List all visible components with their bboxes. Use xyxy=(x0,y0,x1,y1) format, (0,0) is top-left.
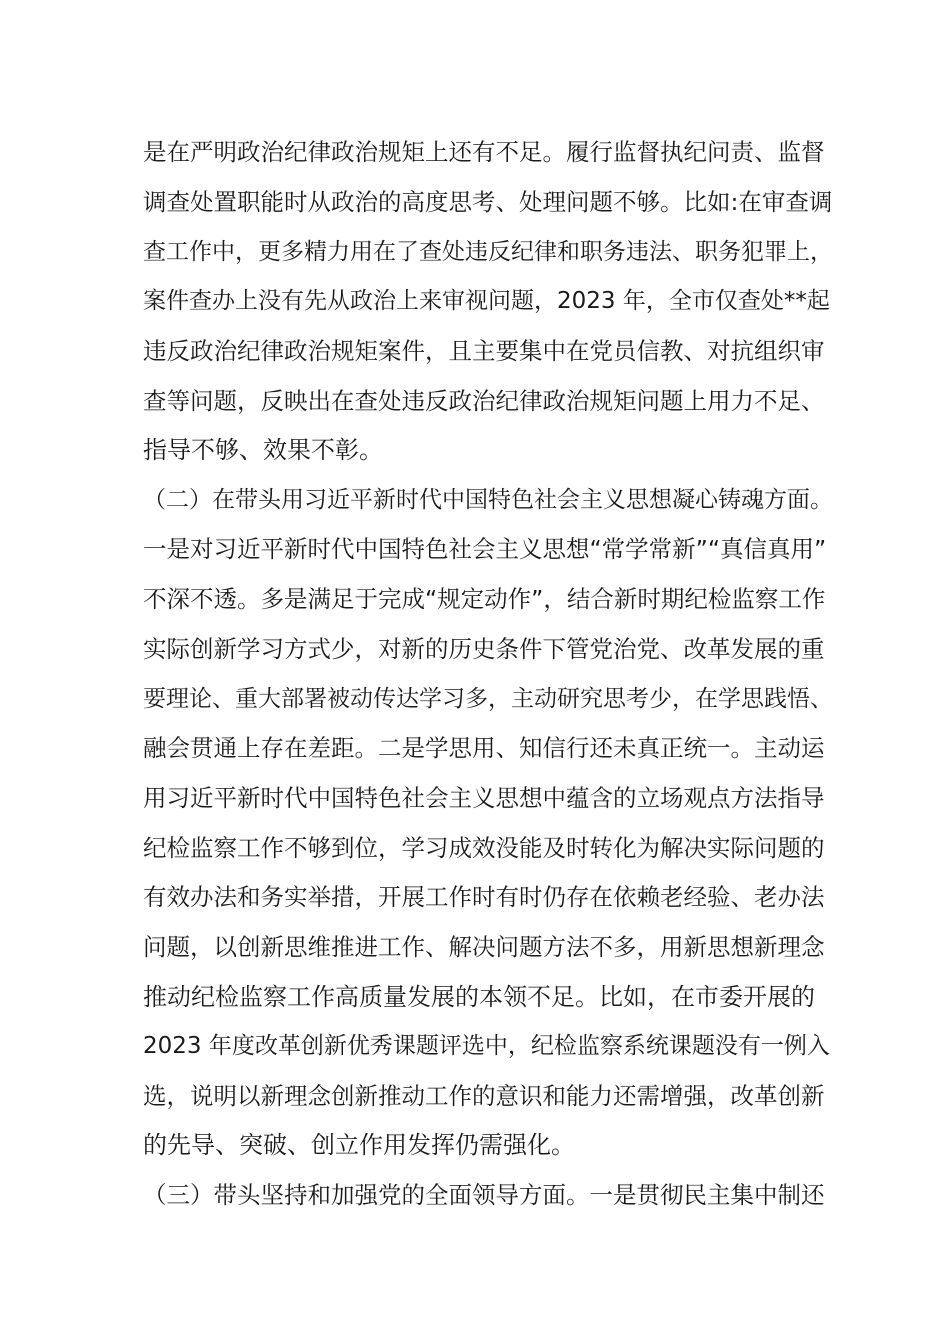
text-line: 推动纪检监察工作高质量发展的本领不足。比如，在市委开展的 xyxy=(143,983,815,1011)
text-line: 案件查办上没有先从政治上来审视问题，2023 年，全市仅查处**起 xyxy=(143,288,830,314)
text-line: 用习近平新时代中国特色社会主义思想中蕴含的立场观点方法指导 xyxy=(143,784,825,812)
text-line: 纪检监察工作不够到位，学习成效没能及时转化为解决实际问题的 xyxy=(143,834,825,862)
text-line: 2023 年度改革创新优秀课题评选中，纪检监察系统课题没有一例入 xyxy=(143,1033,830,1059)
text-line: 实际创新学习方式少，对新的历史条件下管党治党、改革发展的重 xyxy=(143,635,825,663)
text-line: 融会贯通上存在差距。二是学思用、知信行还未真正统一。主动运 xyxy=(143,734,825,762)
text-line: 查工作中，更多精力用在了查处违反纪律和职务违法、职务犯罪上， xyxy=(143,239,833,265)
text-line: 选，说明以新理念创新推动工作的意识和能力还需增强，改革创新 xyxy=(143,1082,825,1110)
text-line: 的先导、突破、创立作用发挥仍需强化。 xyxy=(143,1131,575,1159)
text-line: 不深不透。多是满足于完成“规定动作”，结合新时期纪检监察工作 xyxy=(143,585,826,613)
section-heading: （三）带头坚持和加强党的全面领导方面。一是贯彻民主集中制还 xyxy=(143,1181,825,1209)
text-line: 查等问题，反映出在查处违反政治纪律政治规矩问题上用力不足、 xyxy=(143,387,825,415)
text-line: 有效办法和务实举措，开展工作时有时仍存在依赖老经验、老办法 xyxy=(143,883,825,911)
text-line: 是在严明政治纪律政治规矩上还有不足。履行监督执纪问责、监督 xyxy=(143,138,825,166)
text-line: 违反政治纪律政治规矩案件，且主要集中在党员信教、对抗组织审 xyxy=(143,337,825,365)
text-line: 问题，以创新思维推进工作、解决问题方法不多，用新思想新理念 xyxy=(143,933,825,961)
text-line: 一是对习近平新时代中国特色社会主义思想“常学常新”“真信真用” xyxy=(143,535,827,563)
section-heading: （二）在带头用习近平新时代中国特色社会主义思想凝心铸魂方面。 xyxy=(143,487,833,513)
text-line: 指导不够、效果不彰。 xyxy=(143,436,383,464)
text-line: 调查处置职能时从政治的高度思考、处理问题不够。比如:在审查调 xyxy=(143,188,833,216)
text-line: 要理论、重大部署被动传达学习多，主动研究思考少，在学思践悟、 xyxy=(143,686,833,712)
